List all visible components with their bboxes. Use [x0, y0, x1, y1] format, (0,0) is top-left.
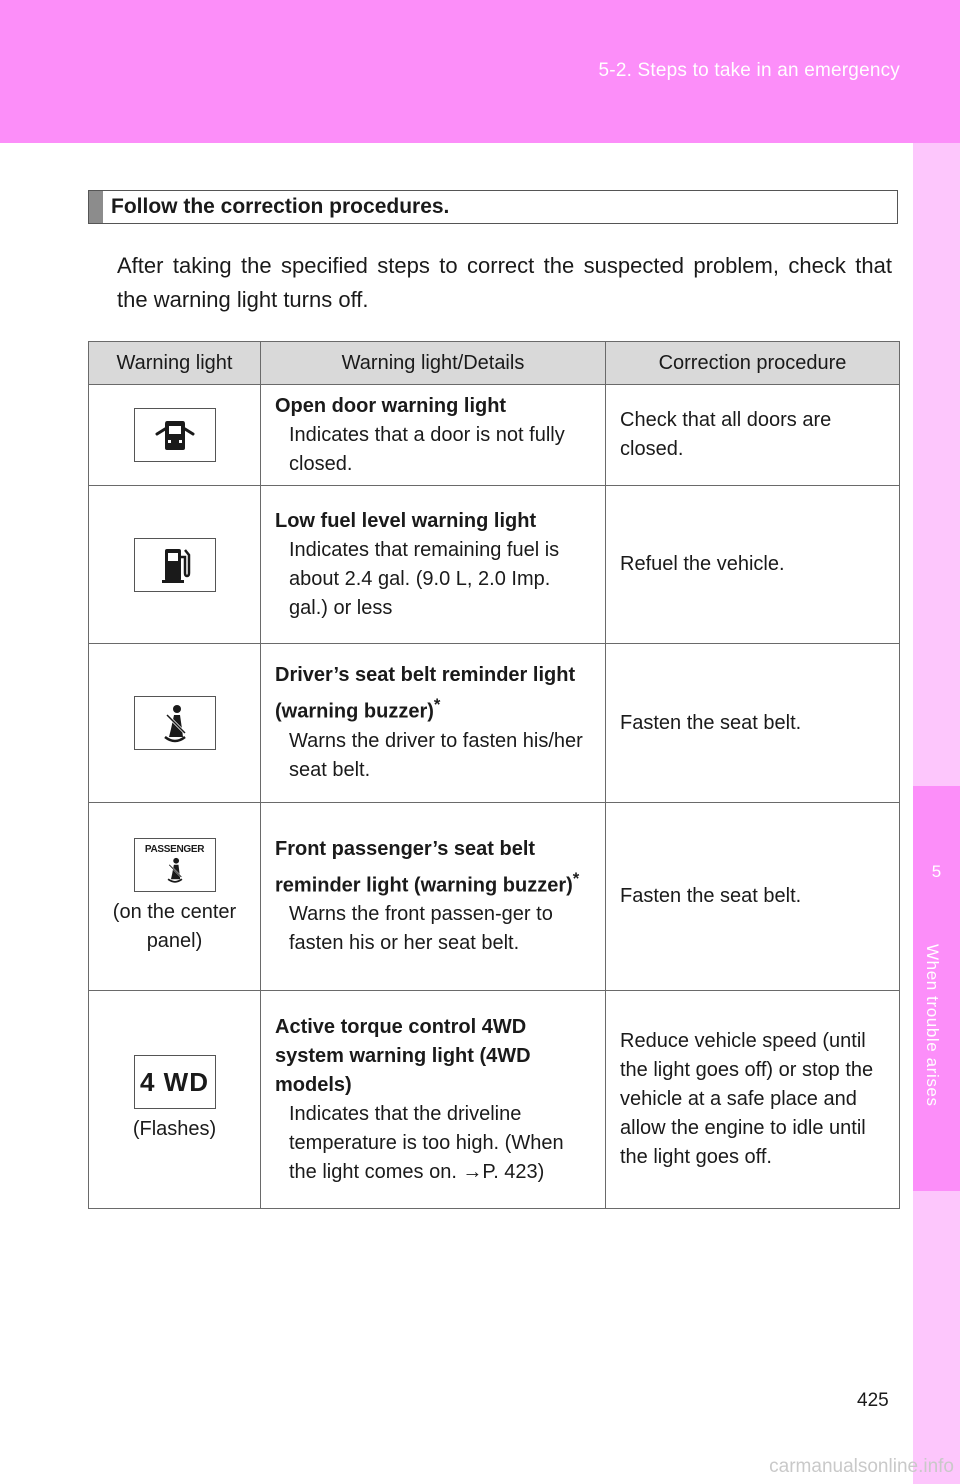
details-cell [261, 486, 606, 644]
footnote-mark: * [433, 695, 441, 715]
correction-cell: Check that all doors are closed. [606, 385, 900, 486]
intro-paragraph: After taking the specified steps to correct the suspected problem, check that the warning light turns off. [117, 253, 892, 312]
warning-title [275, 835, 593, 901]
table-row [89, 385, 900, 486]
header-warning-light: Warning light [89, 342, 261, 385]
subheading-text: Follow the correction procedures. [111, 195, 450, 218]
passenger-icon-label: PASSENGER [144, 844, 205, 855]
warning-title: Open door warning light [275, 394, 507, 417]
seatbelt-icon [134, 696, 216, 750]
warning-title: Active torque control 4WD system warning light (4WD models) [275, 1015, 531, 1096]
warning-light-cell [89, 486, 261, 644]
subheading-box [88, 190, 898, 224]
4wd-icon [134, 1055, 216, 1109]
4wd-icon-text: 4 WD [140, 1066, 209, 1097]
warning-light-cell [89, 803, 261, 991]
warning-details: Indicates that remaining fuel is about 2.4 gal. (9.0 L, 2.0 Imp. gal.) or less [289, 538, 560, 619]
warning-title: Low fuel level warning light [275, 509, 537, 532]
warning-light-cell [89, 385, 261, 486]
details-cell [261, 644, 606, 803]
warning-title [275, 661, 593, 727]
footnote-mark: * [572, 868, 580, 888]
passenger-seatbelt-icon [134, 838, 216, 892]
header-band [0, 0, 960, 143]
correction-cell: Reduce vehicle speed (until the light goes off) or stop the vehicle at a safe place and allow the engine to idle until the light goes off. [606, 991, 900, 1209]
correction-cell: Refuel the vehicle. [606, 486, 900, 644]
correction-cell: Fasten the seat belt. [606, 803, 900, 991]
correction-cell: Fasten the seat belt. [606, 644, 900, 803]
header-correction: Correction procedure [606, 342, 900, 385]
header-details: Warning light/Details [261, 342, 606, 385]
warning-light-table [88, 341, 900, 1209]
icon-caption: (Flashes) [132, 1118, 217, 1140]
footer-watermark: carmanualsonline.info [769, 1456, 954, 1477]
icon-caption: (on the center panel) [112, 900, 237, 952]
warning-light-cell [89, 991, 261, 1209]
warning-details: Indicates that a door is not fully closed. [289, 423, 565, 475]
warning-light-cell [89, 644, 261, 803]
table-row [89, 991, 900, 1209]
fuel-pump-icon [134, 538, 216, 592]
table-row [89, 486, 900, 644]
table-row [89, 644, 900, 803]
details-cell [261, 385, 606, 486]
warning-title-text: Front passenger’s seat belt reminder light (warning buzzer) [275, 837, 573, 897]
table-row [89, 803, 900, 991]
details-cell [261, 991, 606, 1209]
open-door-icon [134, 408, 216, 462]
warning-details: Indicates that the driveline temperature is too high. (When the light comes on. →P. 423) [289, 1102, 564, 1183]
warning-details: Warns the driver to fasten his/her seat belt. [289, 729, 583, 781]
subheading-bar [89, 191, 103, 223]
details-cell [261, 803, 606, 991]
warning-title-text: Driver’s seat belt reminder light (warning buzzer) [275, 664, 576, 723]
warning-details: Warns the front passen-ger to fasten his or her seat belt. [289, 903, 553, 955]
section-title: 5-2. Steps to take in an emergency [598, 60, 900, 81]
chapter-number: 5 [931, 862, 942, 881]
page-number: 425 [857, 1390, 889, 1411]
table-header-row [89, 342, 900, 385]
chapter-title: When trouble arises [923, 944, 942, 1107]
